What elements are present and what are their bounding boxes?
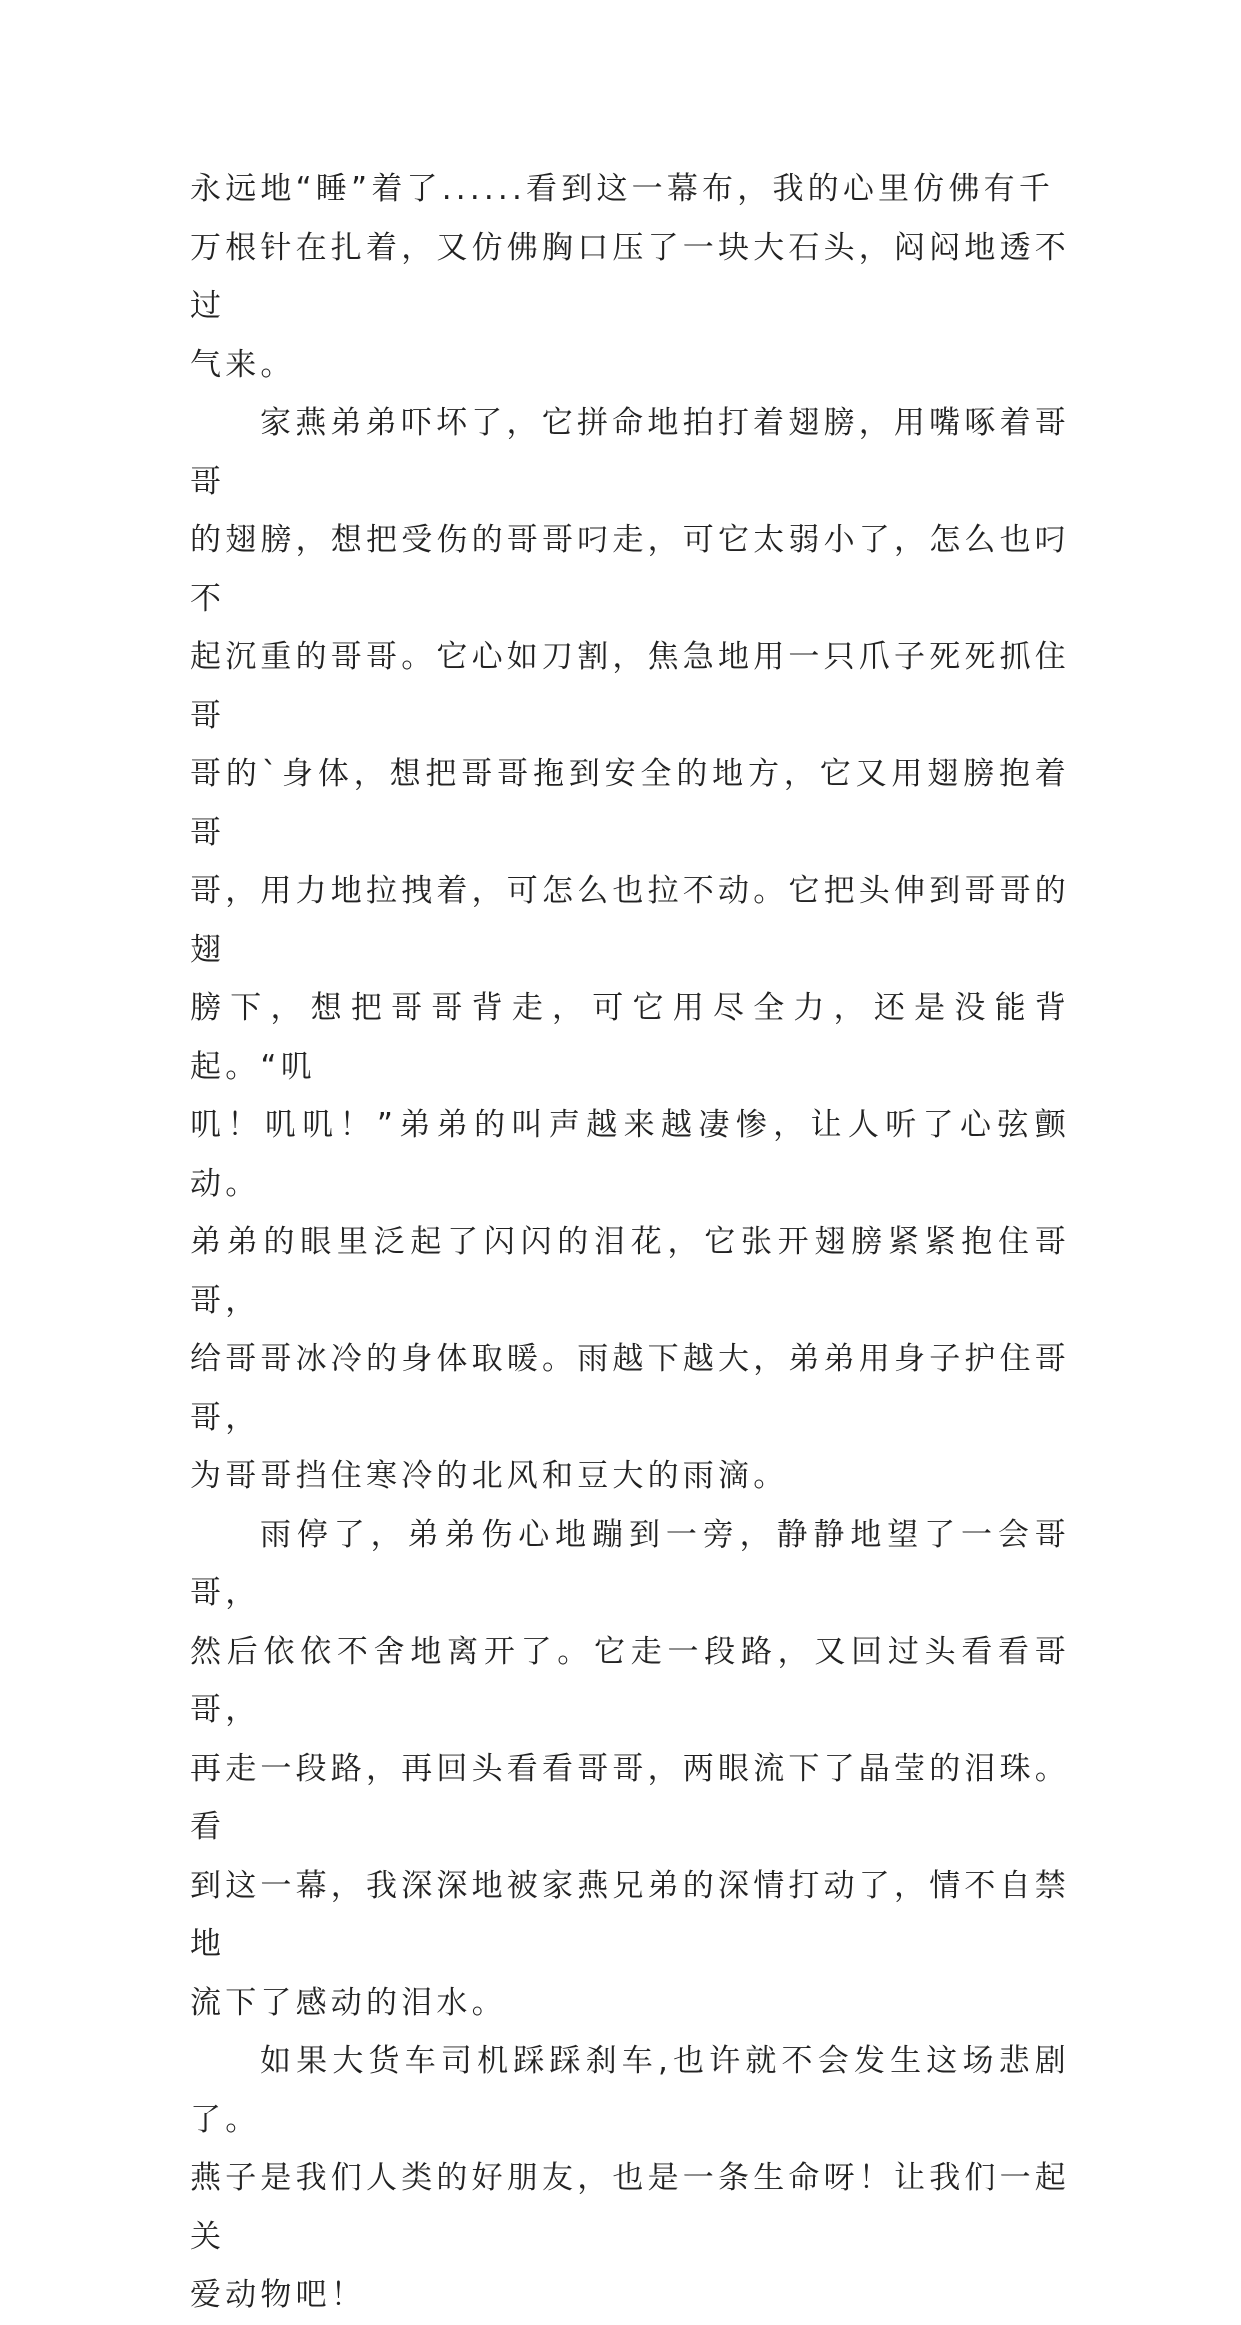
paragraph-4: 如果大货车司机踩踩刹车,也许就不会发生这场悲剧了。 燕子是我们人类的好朋友，也是一条生命呀！让我们一起关 爱动物吧！	[190, 2043, 1070, 2313]
paragraph-1: 永远地“睡”着了......看到这一幕布，我的心里仿佛有千 万根针在扎着，又仿佛胸口压了一块大石头，闷闷地透不过 气来。	[190, 171, 1070, 383]
document-body	[190, 160, 1070, 2325]
paragraph-3: 雨停了，弟弟伤心地蹦到一旁，静静地望了一会哥哥， 然后依依不舍地离开了。它走一段路，又回过头看看哥哥， 再走一段路，再回头看看哥哥，两眼流下了晶莹的泪珠。看 到这一幕，我深深地被家燕兄弟的深情打动了，情不自禁地 流下了感动的泪水。	[190, 1516, 1070, 2021]
paragraph-2: 家燕弟弟吓坏了，它拼命地拍打着翅膀，用嘴啄着哥哥 的翅膀，想把受伤的哥哥叼走，可它太弱小了，怎么也叼不 起沉重的哥哥。它心如刀割，焦急地用一只爪子死死抓住哥 哥的`身体，想把哥哥拖到安全的地方，它又用翅膀抱着哥 哥，用力地拉拽着，可怎么也拉不动。它把头伸到哥哥的翅 膀下，想把哥哥背走，可它用尽全力，还是没能背起。“叽 叽！叽叽！”弟弟的叫声越来越凄惨，让人听了心弦颤动。 弟弟的眼里泛起了闪闪的泪花，它张开翅膀紧紧抱住哥哥， 给哥哥冰冷的身体取暖。雨越下越大，弟弟用身子护住哥哥， 为哥哥挡住寒冷的北风和豆大的雨滴。	[190, 405, 1070, 1494]
